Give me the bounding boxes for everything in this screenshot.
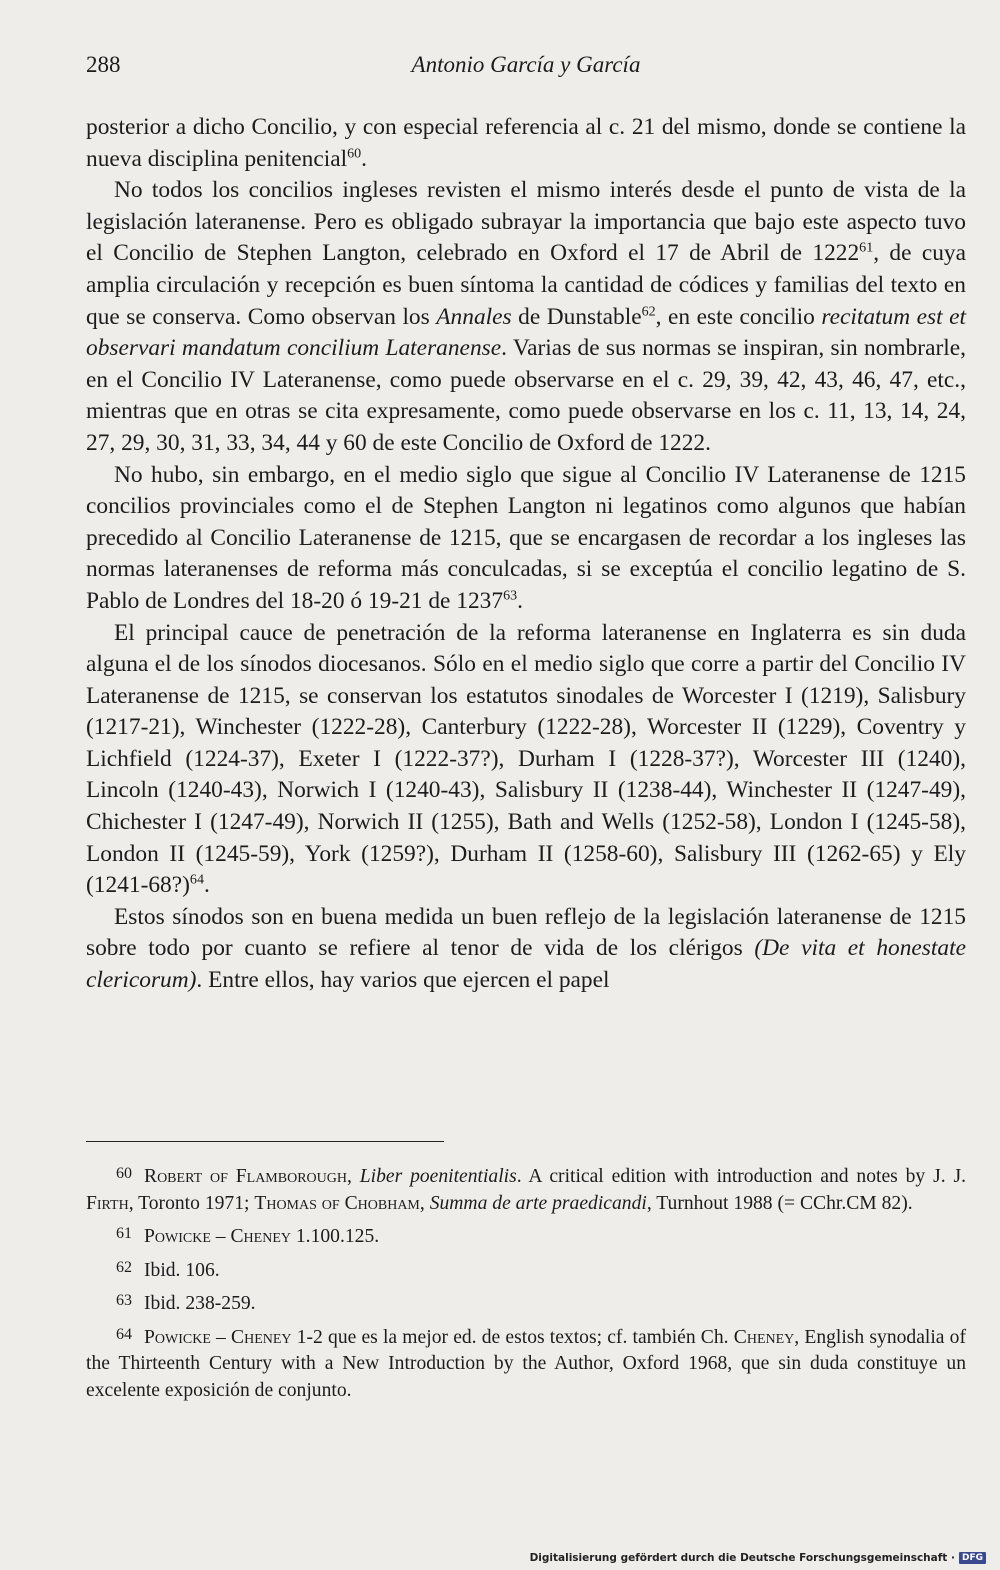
paragraph-4: El principal cauce de penetración de la reforma lateranense en Inglaterra es sin duda alguna el de los sínodos diocesanos. Sólo en el medio siglo que corre a partir del Concilio IV Lateranense de 1215, se conservan los estatutos sinodales de Worcester I (1219), Salisbury (1217-21), Winchester (1222-28), Canterbury (1222-28), Worcester II (1229), Coventry y Lichfield (1224-37), Exeter I (1222-37?), Durham I (1228-37?), Worcester III (1240), Lincoln (1240-43), Norwich I (1240-43), Salisbury II (1238-44), Winchester II (1247-49), Chichester I (1247-49), Norwich II (1255), Bath and Wells (1252-58), London I (1245-58), London II (1245-59), York (1259?), Durham II (1258-60), Salisbury III (1262-65) y Ely (1241-68?)$^{64}$. bbox=[86, 619, 966, 899]
footnote-ref-61: 61 bbox=[859, 239, 874, 256]
paragraph-5: Estos sínodos son en buena medida un buen reflejo de la legislación lateranense de 1215 sobre todo por cuanto se refiere al tenor de vida de los clérigos (De vita et honestate clericorum). Entre ellos, hay varios que ejercen el papel bbox=[86, 903, 966, 994]
footnote-61: 61 Powicke – Cheney 1.100.125. bbox=[86, 1221, 966, 1251]
footnote-ref-63: 63 bbox=[503, 587, 518, 604]
footnote-number: 61 bbox=[116, 1225, 132, 1242]
paragraph-2: No todos los concilios ingleses revisten el mismo interés desde el punto de vista de la legislación lateranense. Pero es obligado subrayar la importancia que bajo este aspecto tuvo el Concilio de Stephen Langton, celebrado en Oxford el 17 de Abril de 1222$^{61}$, de cuya amplia circulación y recepción es buen síntoma la cantidad de códices y familias del texto en que se conserva. Como observan los Annales de Dunstable$^{62}$, en este concilio recitatum est et observari mandatum concilium Lateranense. Varias de sus normas se inspiran, sin nombrarle, en el Concilio IV Lateranense, como puede observarse en el c. 29, 39, 42, 43, 46, 47, etc., mientras que en otras se cita expresamente, como puede observarse en los c. 11, 13, 14, 24, 27, 29, 30, 31, 33, 34, 44 y 60 de este Concilio de Oxford de 1222. bbox=[86, 177, 967, 456]
footnote-number: 63 bbox=[116, 1292, 132, 1309]
footnote-number: 64 bbox=[116, 1325, 132, 1343]
footnote-ref-62: 62 bbox=[641, 303, 656, 320]
footnote-60: 60 Robert of Flamborough, Liber poenitentialis. A critical edition with introduction and notes by J. J. Firth, Toronto 1971; Thomas of Chobham, Summa de arte praedicandi, Turnhout 1988 (= CChr.CM 82). bbox=[86, 1161, 966, 1217]
credit-text: Digitalisierung gefördert durch die Deutsche Forschungsgemeinschaft · bbox=[529, 1552, 955, 1564]
footnote-63: 63 Ibid. 238-259. bbox=[86, 1288, 966, 1318]
footnote-62: 62 Ibid. 106. bbox=[86, 1255, 966, 1285]
footnote-ref-64: 64 bbox=[189, 871, 204, 888]
paragraph-1: posterior a dicho Concilio, y con especial referencia al c. 21 del mismo, donde se contiene la nueva disciplina penitencial$^{60}$. bbox=[86, 114, 966, 172]
page-number: 288 bbox=[86, 52, 121, 77]
footnote-64: 64 Powicke – Cheney 1-2 que es la mejor ed. de estos textos; cf. también Ch. Cheney, English synodalia of the Thirteenth Century with a New Introduction by the Author, Oxford 1968, que sin duda constituye un excelente exposición de conjunto. bbox=[86, 1322, 966, 1405]
body-text bbox=[86, 112, 966, 997]
footnotes bbox=[86, 1161, 966, 1404]
footnote-number: 62 bbox=[116, 1258, 132, 1276]
running-head: Antonio García y García bbox=[411, 52, 641, 77]
digitization-credit bbox=[530, 1552, 986, 1564]
footnote-separator bbox=[86, 1141, 444, 1142]
page-header bbox=[86, 52, 966, 88]
paragraph-3: No hubo, sin embargo, en el medio siglo que sigue al Concilio IV Lateranense de 1215 concilios provinciales como el de Stephen Langton ni legatinos como algunos que habían precedido al Concilio Lateranense de 1215, que se encargasen de recordar a los ingleses las normas lateranenses de reforma más conculcadas, si se exceptúa el concilio legatino de S. Pablo de Londres del 18-20 ó 19-21 de 1237$^{63}$. bbox=[86, 461, 966, 614]
dfg-logo-icon: DFG bbox=[959, 1552, 986, 1564]
footnote-ref-60: 60 bbox=[347, 145, 362, 162]
footnote-number: 60 bbox=[116, 1165, 132, 1182]
